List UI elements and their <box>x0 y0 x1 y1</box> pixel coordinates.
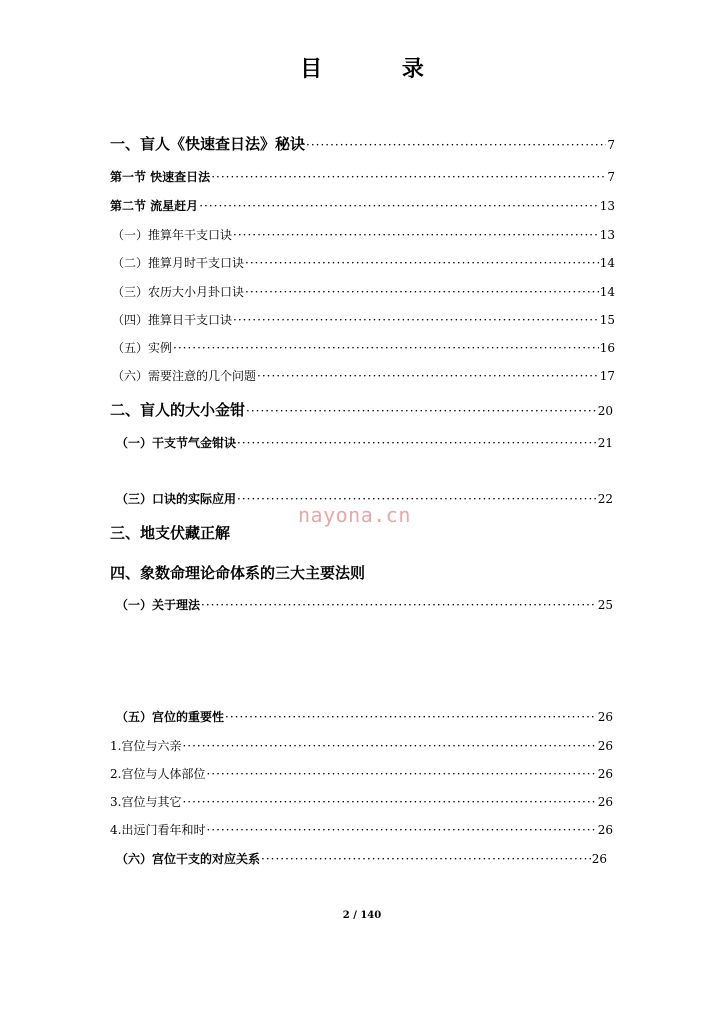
toc-heading[interactable]: 四、象数命理论命体系的三大主要法则 <box>110 564 366 582</box>
page-title: 目 录 <box>300 57 460 82</box>
leader-dots <box>199 199 599 213</box>
toc-entry[interactable] <box>110 197 615 214</box>
leader-dots <box>261 852 591 866</box>
toc-entry[interactable] <box>112 226 615 243</box>
toc-entry-label: 2.宫位与人体部位 <box>110 767 206 781</box>
toc-entry-page: 22 <box>597 492 613 506</box>
toc-entry[interactable] <box>116 596 613 613</box>
toc-entry-label: （三）农历大小月卦口诀 <box>112 285 245 299</box>
toc-entry-label: 第一节 快速查日法 <box>110 170 211 184</box>
leader-dots <box>233 313 599 327</box>
toc-entry-page: 7 <box>607 138 615 152</box>
toc-entry[interactable] <box>110 399 613 420</box>
leader-dots <box>182 739 596 753</box>
leader-dots <box>245 256 599 270</box>
toc-entry-label: 1.宫位与六亲 <box>110 739 182 753</box>
toc-entry-label: 4.出远门看年和时 <box>110 823 206 837</box>
leader-dots <box>306 138 606 152</box>
toc-entry-label: （一）推算年干支口诀 <box>112 228 233 242</box>
toc-entry-label: （一）关于理法 <box>116 598 201 612</box>
leader-dots <box>257 369 599 383</box>
toc-entry[interactable] <box>110 737 613 754</box>
toc-entry[interactable] <box>116 434 613 451</box>
toc-entry-label: （一）干支节气金钳诀 <box>116 436 237 450</box>
toc-entry[interactable] <box>110 765 613 782</box>
toc-entry-label: （五）实例 <box>112 341 173 355</box>
toc-entry-label: 二、盲人的大小金钳 <box>110 401 246 419</box>
leader-dots <box>225 710 597 724</box>
toc-entry-page: 26 <box>597 767 613 781</box>
leader-dots <box>182 795 596 809</box>
toc-entry[interactable] <box>112 254 615 271</box>
leader-dots <box>246 404 597 418</box>
toc-entry-label: （四）推算日干支口诀 <box>112 313 233 327</box>
toc-entry[interactable] <box>112 367 615 384</box>
toc-entry-page: 15 <box>599 313 615 327</box>
toc-entry-page: 20 <box>597 404 613 418</box>
toc-entry-page: 14 <box>599 285 615 299</box>
toc-entry-page: 26 <box>597 795 613 809</box>
toc-entry[interactable] <box>110 168 615 185</box>
toc-heading[interactable]: 三、地支伏藏正解 <box>110 524 231 542</box>
toc-entry-label: （三）口诀的实际应用 <box>116 492 237 506</box>
leader-dots <box>173 341 599 355</box>
toc-entry[interactable] <box>112 311 615 328</box>
toc-entry-label: 3.宫位与其它 <box>110 795 182 809</box>
toc-entry[interactable] <box>112 339 615 356</box>
toc-entry-label: （六）需要注意的几个问题 <box>112 369 257 383</box>
toc-entry[interactable] <box>116 708 613 725</box>
toc-entry-page: 17 <box>599 369 615 383</box>
toc-entry-page: 26 <box>597 823 613 837</box>
watermark: nayona.cn <box>298 503 411 527</box>
leader-dots <box>233 228 599 242</box>
toc-entry-label: （二）推算月时干支口诀 <box>112 256 245 270</box>
toc-entry-page: 26 <box>591 852 607 866</box>
toc-entry-page: 26 <box>597 710 613 724</box>
leader-dots <box>206 823 596 837</box>
toc-entry[interactable] <box>112 283 615 300</box>
toc-entry-page: 16 <box>599 341 615 355</box>
toc-entry-page: 14 <box>599 256 615 270</box>
page-number-footer: 2 / 140 <box>342 910 382 921</box>
toc-entry[interactable] <box>110 133 615 154</box>
toc-entry-label: 一、盲人《快速查日法》秘诀 <box>110 135 306 153</box>
toc-entry-page: 26 <box>597 739 613 753</box>
toc-entry-page: 13 <box>599 199 615 213</box>
toc-entry-label: （六）宫位干支的对应关系 <box>116 852 261 866</box>
toc-entry-page: 7 <box>607 170 615 184</box>
leader-dots <box>206 767 596 781</box>
toc-entry[interactable] <box>110 821 613 838</box>
leader-dots <box>237 492 597 506</box>
toc-entry-page: 25 <box>597 598 613 612</box>
leader-dots <box>201 598 597 612</box>
leader-dots <box>245 285 599 299</box>
toc-entry[interactable] <box>116 850 607 867</box>
toc-entry-page: 13 <box>599 228 615 242</box>
leader-dots <box>211 170 606 184</box>
toc-entry-label: 第二节 流星赶月 <box>110 199 199 213</box>
toc-entry[interactable] <box>110 793 613 810</box>
toc-entry-label: （五）宫位的重要性 <box>116 710 225 724</box>
leader-dots <box>237 436 597 450</box>
toc-entry-page: 21 <box>597 436 613 450</box>
